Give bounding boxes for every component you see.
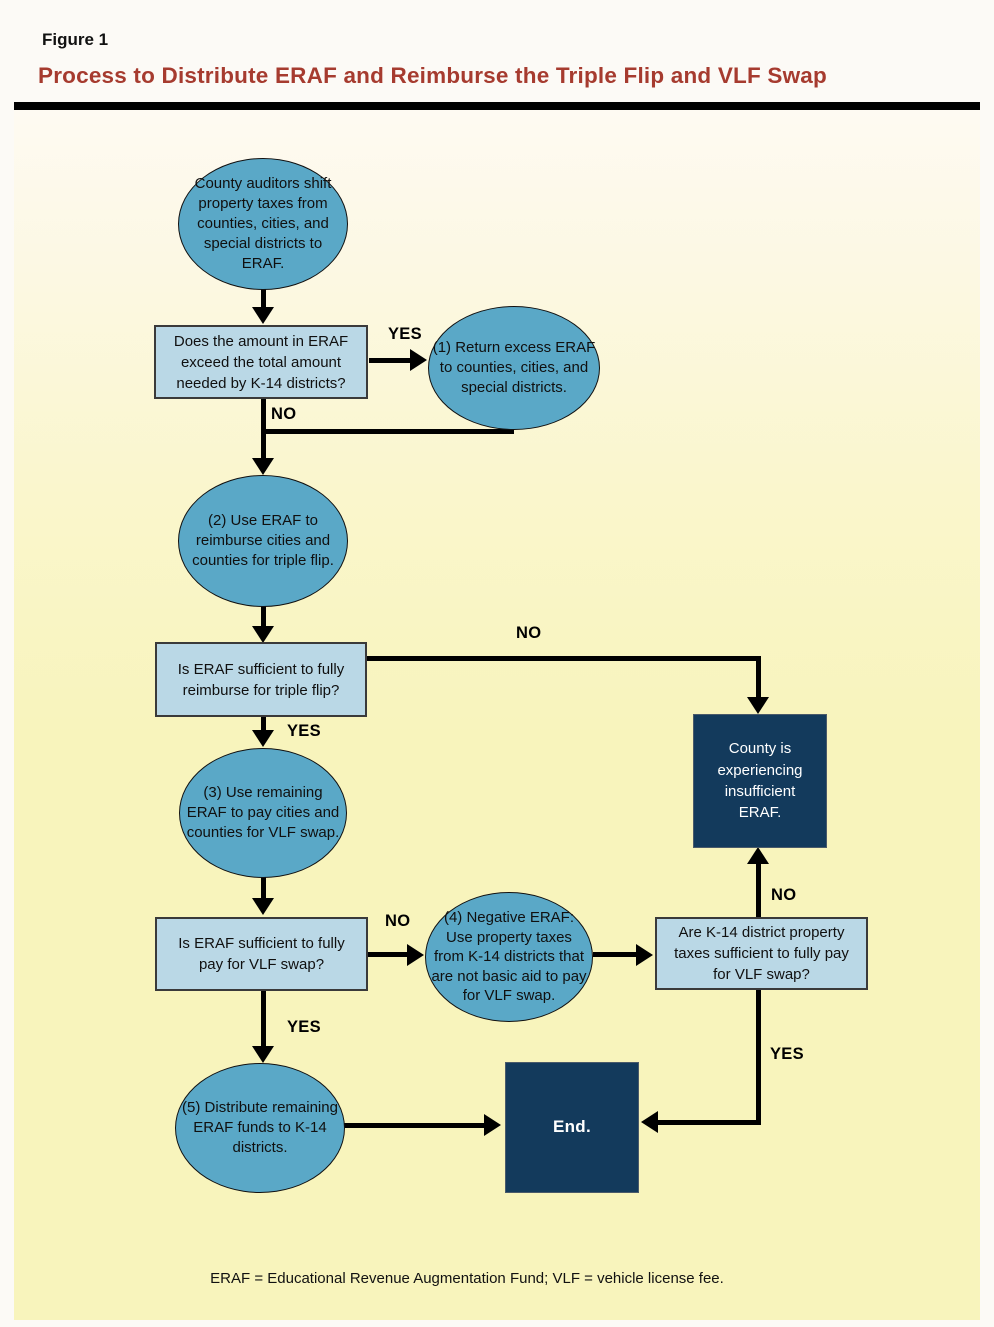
figure-number: Figure 1 <box>42 30 109 49</box>
node-step3-vlf-swap <box>179 748 347 878</box>
arrow-down-icon <box>252 1046 274 1063</box>
node-decision-vlf-swap-text: Is ERAF sufficient to fully pay for VLF swap? <box>178 935 345 973</box>
node-end-text: End. <box>552 1117 592 1137</box>
node-step2-triple-flip <box>178 475 348 607</box>
flow-line <box>756 990 761 1125</box>
flow-line <box>367 656 761 661</box>
node-step1-return-excess <box>428 306 600 430</box>
arrow-down-icon <box>252 458 274 475</box>
edge-label-exceed-no: NO <box>271 405 297 423</box>
arrow-right-icon <box>636 944 653 966</box>
footnote: ERAF = Educational Revenue Augmentation Fund; VLF = vehicle license fee. <box>210 1270 724 1287</box>
node-decision-eraf-exceed <box>154 325 368 399</box>
edge-label-exceed-yes: YES <box>388 325 422 343</box>
flow-line <box>261 289 266 309</box>
figure-title: Process to Distribute ERAF and Reimburse the Triple Flip and VLF Swap <box>38 63 827 88</box>
node-step4-text: (4) Negative ERAF: Use property taxes from K-14 districts that are not basic aid to pay for VLF swap. <box>431 909 587 1005</box>
node-insufficient-eraf-text: County is experiencing insufficient ERAF. <box>717 740 803 822</box>
flow-line <box>658 1120 761 1125</box>
flow-line <box>756 656 761 701</box>
edge-label-k14-no: NO <box>771 886 797 904</box>
node-end <box>505 1062 639 1193</box>
flow-line <box>369 358 411 363</box>
node-step1-text: (1) Return excess ERAF to counties, cities, and special districts. <box>432 338 596 397</box>
edge-label-triple-yes: YES <box>287 722 321 740</box>
node-step5-distribute <box>175 1063 345 1193</box>
node-decision-vlf-swap <box>155 917 368 991</box>
node-step4-negative-eraf <box>425 892 593 1022</box>
arrow-down-icon <box>252 626 274 643</box>
arrow-down-icon <box>252 730 274 747</box>
node-insufficient-eraf <box>693 714 827 848</box>
flow-line <box>261 991 266 1048</box>
node-start <box>178 158 348 290</box>
node-decision-triple-flip <box>155 642 367 717</box>
edge-label-vlf-no: NO <box>385 912 411 930</box>
node-step3-text: (3) Use remaining ERAF to pay cities and counties for VLF swap. <box>186 783 340 842</box>
edge-label-triple-no: NO <box>516 624 542 642</box>
flow-line <box>261 429 514 434</box>
flow-line <box>261 606 266 628</box>
arrow-down-icon <box>747 697 769 714</box>
edge-label-k14-yes: YES <box>770 1045 804 1063</box>
flow-line <box>593 952 637 957</box>
node-step2-text: (2) Use ERAF to reimburse cities and counties for triple flip. <box>192 511 334 570</box>
arrow-down-icon <box>252 307 274 324</box>
arrow-left-icon <box>641 1111 658 1133</box>
arrow-down-icon <box>252 898 274 915</box>
flow-line <box>368 952 408 957</box>
node-decision-k14-taxes-text: Are K-14 district property taxes sufficient to fully pay for VLF swap? <box>674 924 849 983</box>
node-decision-triple-flip-text: Is ERAF sufficient to fully reimburse for triple flip? <box>177 660 345 699</box>
arrow-up-icon <box>747 847 769 864</box>
arrow-right-icon <box>484 1114 501 1136</box>
title-divider <box>14 102 980 110</box>
flow-line <box>343 1123 485 1128</box>
flow-line <box>756 861 761 917</box>
arrow-right-icon <box>407 944 424 966</box>
edge-label-vlf-yes: YES <box>287 1018 321 1036</box>
node-step5-text: (5) Distribute remaining ERAF funds to K-14 districts. <box>182 1098 338 1157</box>
arrow-right-icon <box>410 349 427 371</box>
node-decision-k14-taxes <box>655 917 868 990</box>
node-decision-eraf-exceed-text: Does the amount in ERAF exceed the total amount needed by K-14 districts? <box>173 332 349 392</box>
node-start-text: County auditors shift property taxes from counties, cities, and special districts to ERAF. <box>194 174 332 273</box>
flow-line <box>261 876 266 900</box>
